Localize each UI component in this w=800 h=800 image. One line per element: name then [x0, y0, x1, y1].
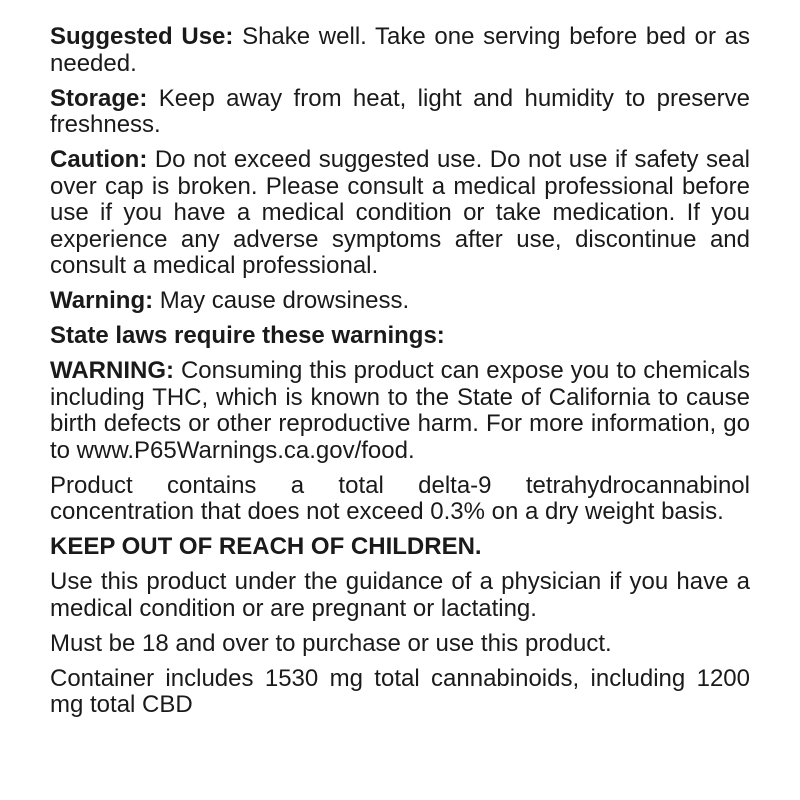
- thc-statement: Product contains a total delta-9 tetrahydrocannabinol concentration that does not exceed 0.3% on a dry weight basis.: [50, 471, 750, 525]
- suggested-use-paragraph: [50, 24, 750, 77]
- storage-paragraph: [50, 86, 750, 139]
- storage-text: Keep away from heat, light and humidity to preserve freshness.: [50, 84, 750, 138]
- suggested-use-text: Shake well. Take one serving before bed or as needed.: [50, 23, 751, 77]
- state-laws-heading: State laws require these warnings:: [50, 322, 445, 349]
- prop65-warning-paragraph: [50, 358, 750, 464]
- age-requirement: Must be 18 and over to purchase or use this product.: [50, 629, 612, 657]
- prop65-warning-label: WARNING:: [50, 357, 174, 384]
- keep-out-of-reach-heading: KEEP OUT OF REACH OF CHILDREN.: [50, 533, 482, 560]
- warning-paragraph: [50, 288, 750, 315]
- caution-text: Do not exceed suggested use. Do not use if safety seal over cap is broken. Please consult a medical professional before use if you have a medical condition or take medication. If you experience any adverse symptoms after use, discontinue and consult a medical professional.: [50, 146, 751, 279]
- physician-guidance: Use this product under the guidance of a physician if you have a medical condition or are pregnant or lactating.: [50, 568, 750, 622]
- warning-label: Warning:: [50, 287, 154, 314]
- cannabinoid-content: Container includes 1530 mg total cannabinoids, including 1200 mg total CBD: [50, 664, 750, 718]
- prop65-warning-text: Consuming this product can expose you to chemicals including THC, which is known to the State of California to cause birth defects or other reproductive harm. For more information, go to www.P65Warnings.ca.gov/food.: [50, 357, 750, 464]
- warning-text: May cause drowsiness.: [159, 287, 410, 314]
- label-text-panel: [50, 24, 750, 727]
- suggested-use-label: Suggested Use:: [50, 23, 234, 50]
- caution-label: Caution:: [50, 146, 148, 173]
- storage-label: Storage:: [50, 84, 148, 112]
- caution-paragraph: [50, 147, 750, 280]
